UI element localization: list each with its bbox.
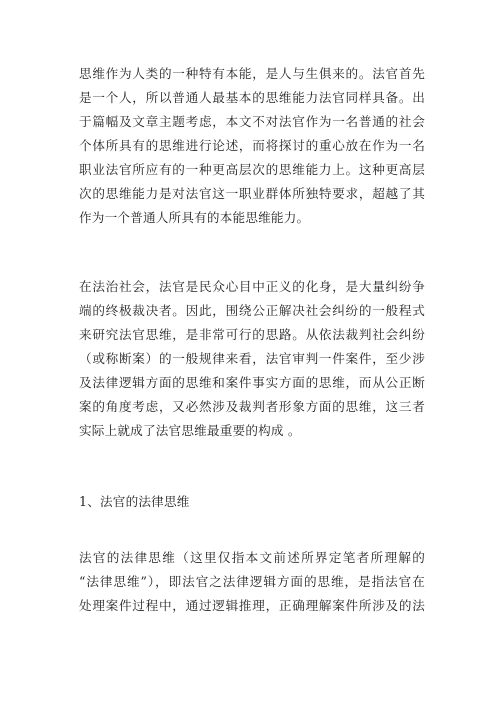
text-line: 端的终极裁决者。因此，围绕公正解决社会纠纷的一般程式 (79, 303, 425, 318)
text-line: 于篇幅及文章主题考虑，本文不对法官作为一名普通的社会 (79, 114, 425, 129)
text-line: 作为一个普通人所具有的本能思维能力。 (79, 210, 310, 225)
text-line: 来研究法官思维，是非常可行的思路。从依法裁判社会纠纷 (79, 327, 425, 342)
paragraph-legal-thinking (79, 546, 425, 618)
text-line: 个体所具有的思维进行论述，而将探讨的重心放在作为一名 (79, 138, 425, 153)
text-line: 案的角度考虑，又必然涉及裁判者形象方面的思维，这三者 (79, 399, 425, 414)
text-line: 职业法官所应有的一种更高层次的思维能力上。这种更高层 (79, 162, 425, 177)
text-line: （或称断案）的一般规律来看，法官审判一件案件，至少涉 (79, 351, 425, 366)
text-line: 及法律逻辑方面的思维和案件事实方面的思维，而从公正断 (79, 375, 425, 390)
text-line: 实际上就成了法官思维最重要的构成 。 (79, 423, 301, 438)
text-line: 处理案件过程中，通过逻辑推理，正确理解案件所涉及的法 (79, 598, 425, 613)
text-line: 次的思维能力是对法官这一职业群体所独特要求，超越了其 (79, 186, 425, 201)
text-line: 在法治社会，法官是民众心目中正义的化身，是大量纠纷争 (79, 279, 425, 294)
section-heading: 1、法官的法律思维 (79, 494, 190, 509)
text-line: “法律思维”），即法官之法律逻辑方面的思维，是指法官在 (79, 574, 425, 589)
paragraph-rule-of-law (79, 275, 425, 443)
text-line: 法官的法律思维（这里仅指本文前述所界定笔者所理解的 (79, 550, 425, 565)
text-line: 思维作为人类的一种特有本能，是人与生俱来的。法官首先 (79, 66, 425, 81)
text-line: 是一个人，所以普通人最基本的思维能力法官同样具备。出 (79, 90, 425, 105)
paragraph-intro (79, 62, 425, 230)
